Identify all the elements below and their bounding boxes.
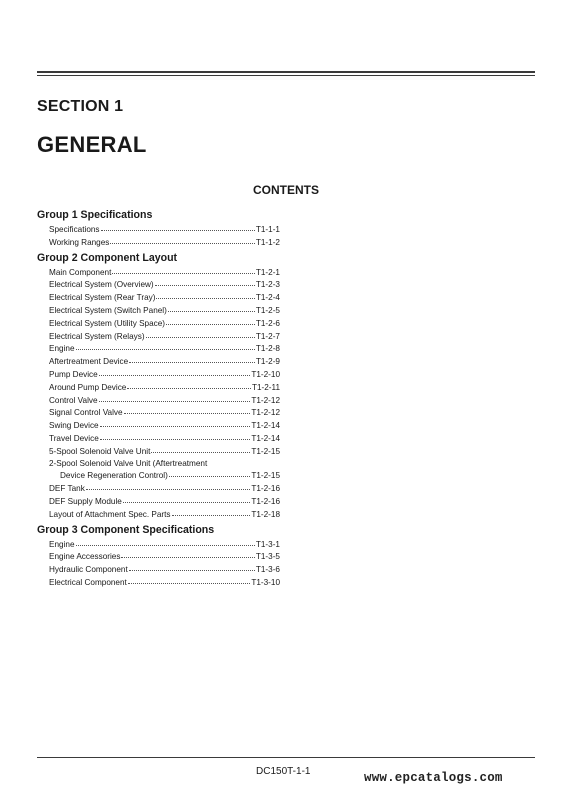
toc-entry-page: T1-2-16 — [251, 484, 280, 494]
dot-leader — [76, 537, 255, 546]
dot-leader — [100, 418, 251, 427]
toc-entry-title: Aftertreatment Device — [49, 357, 129, 367]
dot-leader — [168, 303, 255, 312]
dot-leader — [86, 481, 251, 490]
toc-entry-title: Electrical System (Utility Space) — [49, 318, 166, 328]
toc-entry-page: T1-2-4 — [255, 293, 280, 303]
toc-entry-page: T1-2-3 — [255, 280, 280, 290]
toc-entry-page: T1-2-10 — [251, 369, 280, 379]
toc-group-title: Group 3 Component Specifications — [37, 523, 215, 536]
dot-leader — [172, 507, 251, 516]
dot-leader — [101, 222, 255, 231]
toc-entry-title: Control Valve — [49, 395, 98, 405]
dot-leader — [129, 354, 255, 363]
dot-leader — [151, 444, 250, 453]
dot-leader — [129, 562, 255, 571]
toc-entry-title: Signal Control Valve — [49, 408, 123, 418]
toc-entry-page: T1-2-16 — [251, 496, 280, 506]
toc-group-title: Group 2 Component Layout — [37, 251, 178, 264]
dot-leader — [128, 575, 251, 584]
toc-entry-page: T1-2-18 — [251, 509, 280, 519]
dot-leader — [99, 393, 251, 402]
toc-entry-page: T1-2-1 — [255, 267, 280, 277]
toc-entry-page: T1-3-6 — [255, 565, 280, 575]
dot-leader — [146, 329, 255, 338]
toc-entry[interactable] — [37, 576, 280, 589]
dot-leader — [123, 494, 251, 503]
toc-entry-title: Travel Device — [49, 433, 99, 443]
toc-entry-title: Electrical System (Switch Panel) — [49, 305, 167, 315]
dot-leader — [127, 380, 251, 389]
toc-entry-page: T1-3-5 — [255, 552, 280, 562]
bottom-rule — [37, 757, 535, 758]
toc-entry-title: Layout of Attachment Spec. Parts — [49, 509, 171, 519]
toc-entry-title: Electrical System (Relays) — [49, 331, 145, 341]
toc-entry-page: T1-2-15 — [251, 446, 280, 456]
toc-entry-title: Engine — [49, 539, 75, 549]
dot-leader — [99, 367, 251, 376]
toc-entry-page: T1-2-9 — [255, 357, 280, 367]
dot-leader — [76, 341, 255, 350]
toc-entry-title: Specifications — [49, 225, 100, 234]
toc-entry-page: T1-3-1 — [255, 539, 280, 549]
toc-entry-title: Around Pump Device — [49, 382, 127, 392]
toc-entry-page: T1-3-10 — [251, 577, 280, 587]
toc-entry[interactable] — [37, 236, 280, 249]
toc-entry-title: 2-Spool Solenoid Valve Unit (Aftertreatment — [49, 458, 208, 468]
toc-entry[interactable] — [37, 445, 280, 458]
toc-entry-title: Swing Device — [49, 421, 99, 431]
watermark-url: www.epcatalogs.com — [364, 771, 503, 785]
toc-entry-page: T1-2-12 — [251, 408, 280, 418]
toc-entry-title: 5-Spool Solenoid Valve Unit — [49, 446, 151, 456]
dot-leader — [124, 405, 251, 414]
toc-entry-page: T1-1-1 — [255, 225, 280, 234]
toc-entry-title: Electrical System (Overview) — [49, 280, 154, 290]
section-label: SECTION 1 — [37, 98, 124, 115]
toc-entry-page: T1-2-12 — [251, 395, 280, 405]
toc-entry-page: T1-2-7 — [255, 331, 280, 341]
dot-leader — [110, 235, 255, 244]
dot-leader — [121, 549, 254, 558]
contents-heading: CONTENTS — [253, 183, 319, 197]
toc-entry-title: Pump Device — [49, 369, 98, 379]
table-of-contents — [37, 209, 280, 592]
toc-entry[interactable] — [37, 458, 280, 483]
toc-entry-page: T1-2-14 — [251, 433, 280, 443]
footer-page-number: DC150T-1-1 — [256, 766, 311, 777]
dot-leader — [169, 468, 250, 477]
dot-leader — [166, 316, 255, 325]
section-title: GENERAL — [37, 132, 147, 157]
toc-group — [37, 252, 280, 521]
toc-entry-title: Engine — [49, 344, 75, 354]
toc-group — [37, 524, 280, 589]
toc-entry-title: DEF Supply Module — [49, 496, 122, 506]
dot-leader — [100, 431, 251, 440]
dot-leader — [155, 277, 255, 286]
toc-entry-title: Working Ranges — [49, 237, 110, 247]
toc-entry-title-continued: Device Regeneration Control) — [60, 471, 168, 481]
toc-entry-page: T1-2-11 — [251, 382, 280, 392]
toc-entry-page: T1-2-5 — [255, 305, 280, 315]
toc-group — [37, 209, 280, 249]
top-rule — [37, 71, 535, 76]
toc-group-title: Group 1 Specifications — [37, 209, 153, 221]
toc-entry-title: Electrical Component — [49, 577, 127, 587]
toc-entry-page: T1-2-6 — [255, 318, 280, 328]
toc-entry-title: Electrical System (Rear Tray) — [49, 293, 156, 303]
dot-leader — [156, 290, 254, 299]
toc-entry-page: T1-2-14 — [251, 421, 280, 431]
toc-entry-page: T1-2-15 — [251, 471, 280, 481]
toc-entry[interactable] — [37, 508, 280, 521]
toc-entry-page: T1-2-8 — [255, 344, 280, 354]
toc-entry-page: T1-1-2 — [255, 237, 280, 247]
toc-entry-title: Engine Accessories — [49, 552, 121, 562]
toc-entry-title: Hydraulic Component — [49, 565, 128, 575]
toc-entry-title: Main Component — [49, 267, 112, 277]
toc-entry-title: DEF Tank — [49, 484, 85, 494]
dot-leader — [112, 265, 255, 274]
